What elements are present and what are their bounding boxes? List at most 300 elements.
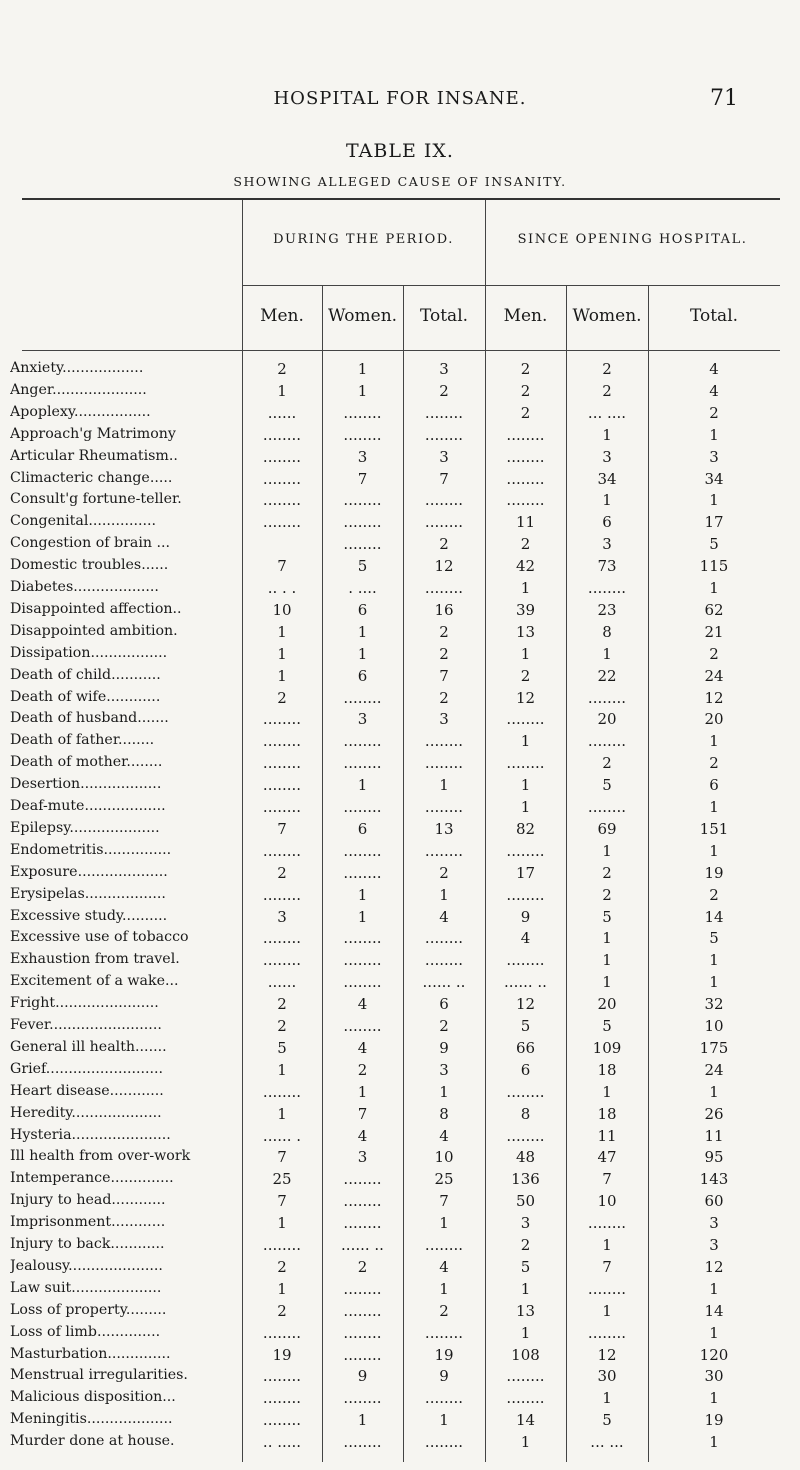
group-rule (485, 285, 780, 286)
table-cell: 1 (709, 1323, 719, 1342)
cause-label: Erysipelas.................. (10, 885, 166, 902)
table-cell: 1 (357, 644, 368, 663)
cause-label: Desertion.................. (10, 776, 162, 793)
cause-label: Masturbation.............. (10, 1345, 171, 1362)
table-row (0, 1236, 800, 1258)
cause-label: Death of husband....... (10, 710, 169, 727)
table-cell: ........ (343, 1433, 382, 1452)
table-cell: 4 (709, 360, 719, 378)
table-cell: ........ (262, 841, 302, 860)
table-cell: 6 (520, 1060, 531, 1079)
table-cell: ........ (343, 1389, 382, 1408)
table-cell: ........ (262, 776, 302, 795)
table-cell: 2 (277, 688, 287, 707)
cause-label: Jealousy..................... (10, 1257, 163, 1274)
table-cell: ........ (424, 1323, 464, 1342)
table-row (0, 360, 800, 382)
table-cell: 2 (357, 1060, 368, 1079)
table-row (0, 1367, 800, 1389)
table-cell: ........ (424, 841, 464, 860)
table-cell: 4 (439, 1126, 449, 1145)
table-cell: 1 (709, 973, 719, 992)
table-cell: 2 (602, 863, 612, 882)
table-cell: 13 (434, 819, 454, 838)
table-cell: 109 (592, 1038, 622, 1057)
table-cell: 11 (515, 513, 536, 532)
table-cell: 1 (439, 1411, 449, 1430)
table-cell: 2 (709, 644, 719, 663)
table-cell: 1 (357, 776, 368, 795)
table-cell: 115 (699, 557, 729, 576)
table-cell: 1 (520, 579, 531, 597)
table-cell: 7 (357, 1104, 368, 1123)
table-cell: 6 (709, 776, 719, 795)
table-cell: 2 (277, 1017, 287, 1035)
table-row (0, 1170, 800, 1192)
table-row (0, 667, 800, 689)
table-cell: 136 (511, 1170, 540, 1189)
table-cell: 7 (602, 1170, 612, 1189)
table-cell: ........ (343, 1170, 382, 1189)
table-row (0, 1411, 800, 1433)
table-cell: 10 (272, 600, 292, 619)
table-cell: 2 (520, 360, 531, 378)
table-cell: 1 (439, 776, 449, 795)
table-cell: ........ (506, 710, 545, 729)
table-cell: ........ (506, 754, 545, 773)
table-cell: 2 (520, 535, 531, 554)
table-cell: 8 (520, 1104, 531, 1123)
table-cell: ........ (262, 754, 302, 773)
table-cell: 1 (602, 491, 612, 510)
table-cell: 5 (602, 776, 612, 795)
table-cell: 2 (602, 754, 612, 773)
table-cell: 5 (709, 535, 719, 554)
table-cell: 50 (515, 1192, 536, 1211)
table-cell: ........ (424, 1433, 464, 1452)
table-cell: 19 (272, 1345, 292, 1364)
table-cell: ........ (343, 535, 382, 554)
table-cell: 5 (520, 1257, 531, 1276)
table-cell: 1 (602, 973, 612, 992)
table-row (0, 908, 800, 930)
table-cell: ........ (506, 1082, 545, 1101)
table-cell: 12 (434, 557, 454, 576)
table-row (0, 886, 800, 908)
cause-label: Articular Rheumatism.. (10, 447, 178, 464)
col-head-women: Women. (572, 306, 642, 326)
table-row (0, 470, 800, 492)
table-cell: 1 (602, 929, 612, 948)
table-cell: 2 (439, 381, 449, 400)
table-cell: 13 (515, 622, 536, 641)
table-cell: 7 (357, 469, 368, 488)
table-row (0, 1148, 800, 1170)
table-row (0, 1346, 800, 1368)
col-head-men: Men. (260, 306, 304, 326)
table-cell: 1 (520, 644, 531, 663)
cause-label: Injury to head............ (10, 1192, 166, 1209)
table-cell: 7 (439, 469, 449, 488)
table-row (0, 973, 800, 995)
table-cell: 17 (704, 513, 724, 532)
table-cell: ........ (506, 447, 545, 466)
table-cell: 13 (515, 1301, 536, 1320)
table-cell: ........ (262, 1367, 302, 1386)
table-cell: 5 (520, 1017, 531, 1035)
table-cell: 1 (602, 1082, 612, 1101)
table-cell: 1 (602, 1236, 612, 1254)
top-rule (22, 198, 780, 200)
table-row (0, 448, 800, 470)
table-row (0, 513, 800, 535)
table-cell: 1 (520, 1279, 531, 1298)
table-cell: ........ (424, 579, 464, 597)
cause-label: Approach'g Matrimony (10, 425, 176, 442)
table-cell: ........ (506, 1126, 545, 1145)
table-cell: 2 (439, 1017, 449, 1035)
table-cell: 3 (357, 710, 368, 729)
table-cell: 2 (439, 644, 449, 663)
cause-label: Deaf-mute.................. (10, 798, 166, 814)
table-row (0, 1302, 800, 1324)
table-cell: ........ (424, 513, 464, 532)
table-row (0, 1280, 800, 1302)
table-cell: ........ (587, 1279, 627, 1298)
table-row (0, 1017, 800, 1039)
table-cell: 3 (602, 447, 612, 466)
table-cell: 1 (520, 798, 531, 816)
running-head: HOSPITAL FOR INSANE. (273, 88, 527, 109)
table-cell: 1 (357, 360, 368, 378)
table-cell: 1 (520, 776, 531, 795)
table-cell: 1 (709, 1082, 719, 1101)
table-cell: ........ (343, 1214, 382, 1233)
table-cell: ........ (424, 951, 464, 970)
table-cell: 3 (709, 1236, 719, 1254)
table-cell: 1 (709, 1279, 719, 1298)
table-cell: ........ (424, 1389, 464, 1408)
cause-label: Malicious disposition... (10, 1389, 176, 1406)
table-cell: 4 (357, 1126, 368, 1145)
col-head-total: Total. (689, 306, 739, 326)
table-cell: 2 (709, 403, 719, 422)
table-cell: 1 (520, 732, 531, 751)
table-cell: 48 (515, 1148, 536, 1167)
table-cell: 6 (357, 819, 368, 838)
table-cell: ........ (343, 425, 382, 444)
table-cell: 95 (704, 1148, 724, 1167)
table-cell: .. ..... (262, 1433, 302, 1452)
page-number: 71 (710, 86, 738, 111)
table-cell: ........ (587, 1214, 627, 1233)
table-cell: ........ (343, 491, 382, 510)
table-cell: 12 (704, 688, 724, 707)
table-cell: ........ (343, 951, 382, 970)
table-cell: 8 (602, 622, 612, 641)
table-cell: 7 (277, 1192, 287, 1211)
table-row (0, 689, 800, 711)
cause-label: Law suit.................... (10, 1279, 162, 1296)
table-row (0, 798, 800, 820)
table-cell: ........ (343, 1192, 382, 1211)
table-cell: ... ... (590, 1433, 624, 1452)
table-cell: 22 (597, 666, 617, 685)
table-cell: ........ (506, 885, 545, 904)
cause-label: Intemperance.............. (10, 1170, 174, 1187)
table-cell: 2 (277, 995, 287, 1014)
table-cell: 120 (699, 1345, 729, 1364)
table-cell: ........ (506, 469, 545, 488)
cause-label: Congenital............... (10, 513, 157, 530)
table-cell: .. . . (267, 579, 297, 597)
table-cell: 12 (515, 995, 536, 1014)
table-cell: 9 (357, 1367, 368, 1386)
table-cell: 1 (520, 1323, 531, 1342)
table-cell: 2 (357, 1257, 368, 1276)
table-cell: 1 (277, 1214, 287, 1233)
table-cell: ...... (267, 973, 297, 992)
cause-label: Ill health from over-work (10, 1148, 191, 1165)
table-cell: ........ (506, 491, 545, 510)
table-cell: 1 (277, 1060, 287, 1079)
table-row (0, 579, 800, 601)
table-cell: 1 (277, 381, 287, 400)
table-cell: ........ (343, 754, 382, 773)
table-cell: ...... .. (341, 1236, 384, 1254)
table-cell: 17 (515, 863, 536, 882)
table-row (0, 1061, 800, 1083)
table-cell: 73 (597, 557, 617, 576)
table-row (0, 426, 800, 448)
table-cell: 1 (277, 1104, 287, 1123)
table-row (0, 1127, 800, 1149)
table-cell: 11 (704, 1126, 724, 1145)
table-cell: ........ (262, 1323, 302, 1342)
table-cell: 16 (434, 600, 454, 619)
cause-label: Grief.......................... (10, 1060, 164, 1077)
table-cell: 30 (704, 1367, 724, 1386)
cause-label: Disappointed ambition. (10, 622, 178, 639)
table-cell: ........ (343, 688, 382, 707)
table-cell: ........ (262, 710, 302, 729)
table-cell: 1 (277, 1279, 287, 1298)
table-cell: ........ (262, 447, 302, 466)
table-cell: 1 (709, 1433, 719, 1452)
table-cell: 1 (709, 579, 719, 597)
table-row (0, 776, 800, 798)
cause-label: Death of wife............ (10, 688, 161, 705)
table-cell: ........ (587, 1323, 627, 1342)
table-cell: ........ (424, 403, 464, 422)
table-cell: 12 (597, 1345, 617, 1364)
cause-label: Fright....................... (10, 995, 159, 1012)
table-cell: ........ (262, 951, 302, 970)
table-cell: ........ (262, 1411, 302, 1430)
table-cell: 1 (709, 798, 719, 816)
cause-label: Exposure.................... (10, 863, 168, 880)
cause-label: Endometritis............... (10, 841, 172, 858)
table-cell: 6 (439, 995, 449, 1014)
table-cell: 2 (277, 1257, 287, 1276)
table-cell: 3 (520, 1214, 531, 1233)
cause-label: Excessive use of tobacco (10, 929, 189, 946)
table-cell: ........ (587, 798, 627, 816)
table-cell: ........ (343, 841, 382, 860)
table-cell: 39 (515, 600, 536, 619)
table-cell: 1 (357, 1082, 368, 1101)
cause-label: Injury to back............ (10, 1236, 165, 1252)
table-cell: 7 (277, 557, 287, 576)
cause-label: Death of father........ (10, 732, 155, 749)
table-cell: 10 (704, 1017, 724, 1035)
table-cell: 60 (704, 1192, 724, 1211)
table-cell: 143 (699, 1170, 729, 1189)
table-cell: ........ (424, 425, 464, 444)
table-cell: 2 (439, 535, 449, 554)
table-cell: 4 (439, 1257, 449, 1276)
cause-label: Fever......................... (10, 1017, 162, 1033)
table-cell: ........ (424, 754, 464, 773)
table-cell: 1 (357, 1411, 368, 1430)
table-cell: 5 (602, 907, 612, 926)
table-cell: ...... .. (504, 973, 547, 992)
table-cell: 2 (439, 1301, 449, 1320)
table-row (0, 382, 800, 404)
group-head-during: DURING THE PERIOD. (273, 232, 454, 247)
table-cell: 1 (602, 1301, 612, 1320)
table-cell: 2 (520, 381, 531, 400)
cause-label: Diabetes................... (10, 579, 159, 595)
table-cell: 4 (357, 995, 368, 1014)
table-cell: ........ (506, 425, 545, 444)
table-cell: ........ (424, 1236, 464, 1254)
table-cell: ... .... (587, 403, 627, 422)
table-row (0, 404, 800, 426)
table-cell: 1 (439, 1279, 449, 1298)
table-row (0, 995, 800, 1017)
table-cell: 5 (277, 1038, 287, 1057)
table-cell: 4 (709, 381, 719, 400)
table-cell: 82 (515, 819, 536, 838)
table-cell: 1 (439, 885, 449, 904)
table-cell: 25 (272, 1170, 292, 1189)
table-cell: ...... (267, 403, 297, 422)
table-row (0, 491, 800, 513)
table-cell: 2 (709, 754, 719, 773)
table-cell: ........ (424, 491, 464, 510)
table-cell: 9 (439, 1367, 449, 1386)
table-cell: 2 (520, 1236, 531, 1254)
table-cell: 12 (515, 688, 536, 707)
table-cell: ........ (424, 929, 464, 948)
table-cell: 1 (277, 644, 287, 663)
table-cell: ........ (343, 929, 382, 948)
table-cell: 21 (704, 622, 724, 641)
table-row (0, 1105, 800, 1127)
table-cell: 6 (357, 666, 368, 685)
table-cell: 18 (597, 1104, 617, 1123)
table-row (0, 535, 800, 557)
table-cell: ........ (343, 798, 382, 816)
table-cell: 4 (357, 1038, 368, 1057)
table-cell: 2 (439, 688, 449, 707)
table-cell: ........ (262, 885, 302, 904)
table-cell: ...... . (262, 1126, 302, 1145)
table-row (0, 1192, 800, 1214)
table-cell: 1 (602, 951, 612, 970)
table-cell: 2 (520, 666, 531, 685)
table-cell: 42 (515, 557, 536, 576)
table-cell: ........ (343, 1279, 382, 1298)
table-cell: 9 (520, 907, 531, 926)
cause-label: Death of child........... (10, 666, 161, 683)
table-cell: 34 (597, 469, 617, 488)
table-cell: ........ (262, 513, 302, 532)
header-rule (22, 350, 780, 351)
group-rule (242, 285, 485, 286)
cause-label: Murder done at house. (10, 1433, 175, 1450)
table-row (0, 1214, 800, 1236)
page-header (0, 88, 800, 118)
table-cell: 69 (597, 819, 617, 838)
table-cell: ........ (343, 973, 382, 992)
table-cell: 4 (439, 907, 449, 926)
table-cell: 175 (699, 1038, 729, 1057)
table-cell: ........ (506, 951, 545, 970)
table-cell: 3 (277, 907, 287, 926)
table-cell: ........ (587, 688, 627, 707)
table-cell: 12 (704, 1257, 724, 1276)
table-cell: 30 (597, 1367, 617, 1386)
table-cell: 3 (602, 535, 612, 554)
table-cell: ........ (262, 425, 302, 444)
cause-label: Climacteric change..... (10, 469, 173, 486)
table-cell: 1 (602, 841, 612, 860)
table-cell: 23 (597, 600, 617, 619)
col-head-men: Men. (503, 306, 548, 326)
col-head-women: Women. (327, 306, 398, 326)
table-cell: 7 (277, 819, 287, 838)
cause-label: Excessive study.......... (10, 907, 168, 924)
cause-label: Loss of limb.............. (10, 1323, 161, 1340)
table-cell: 5 (357, 557, 368, 576)
table-cell: 9 (439, 1038, 449, 1057)
table-cell: 1 (439, 1214, 449, 1233)
cause-label: Disappointed affection.. (10, 600, 182, 617)
table-cell: 14 (704, 907, 724, 926)
cause-label: Heredity.................... (10, 1104, 162, 1121)
table-row (0, 1258, 800, 1280)
table-cell: 3 (709, 1214, 719, 1233)
table-cell: 10 (597, 1192, 617, 1211)
table-cell: ........ (424, 732, 464, 751)
table-cell: 14 (515, 1411, 536, 1430)
table-cell: 2 (602, 381, 612, 400)
table-cell: . .... (348, 579, 377, 597)
table-cell: ........ (262, 798, 302, 816)
table-cell: 6 (357, 600, 368, 619)
table-subtitle: SHOWING ALLEGED CAUSE OF INSANITY. (233, 174, 567, 189)
table-cell: 34 (704, 469, 724, 488)
table-cell: 47 (597, 1148, 617, 1167)
table-cell: ........ (262, 491, 302, 510)
table-cell: 2 (277, 1301, 287, 1320)
table-cell: 11 (597, 1126, 617, 1145)
table-cell: 19 (704, 1411, 724, 1430)
table-cell: 1 (709, 841, 719, 860)
cause-label: Anger..................... (10, 381, 147, 398)
